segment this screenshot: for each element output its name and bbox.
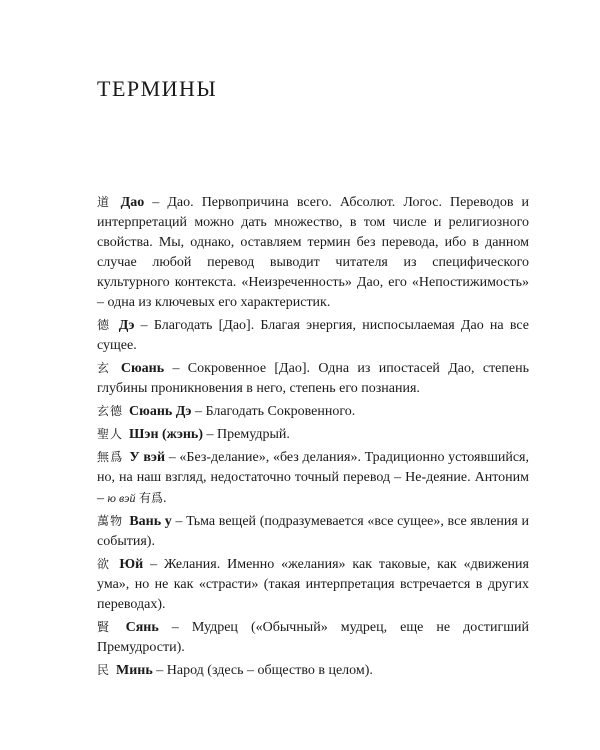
term: Вань у	[129, 514, 172, 529]
glossary-entry-xian	[97, 617, 529, 658]
term: Шэн (жэнь)	[129, 427, 204, 442]
glossary-entry-xuan-de	[97, 401, 529, 422]
hanzi: 欲	[97, 557, 114, 571]
glossary-entry-wan-wu	[97, 511, 529, 552]
term: Сюань Дэ	[129, 404, 192, 419]
term: Минь	[116, 663, 153, 678]
definition: – Благодать Сокровенного.	[191, 404, 356, 419]
hanzi: 道	[97, 195, 115, 209]
definition-end: .	[162, 491, 167, 506]
term: Юй	[119, 557, 144, 572]
definition: – «Без-делание», «без делания». Традиционно устоявшийся, но, на наш взгляд, недостаточно точный перевод – Не-деяние. Антоним –	[97, 450, 529, 506]
glossary-entry-de	[97, 315, 529, 356]
hanzi: 德	[97, 318, 113, 332]
definition: – Благодать [Дао]. Благая энергия, ниспосылаемая Дао на все сущее.	[97, 318, 529, 353]
glossary-entry-sheng-ren	[97, 424, 529, 445]
hanzi: 賢	[97, 620, 120, 634]
term: Дэ	[118, 318, 135, 333]
antonym-hanzi: 有爲	[138, 491, 163, 505]
glossary-entry-min	[97, 660, 529, 681]
definition: – Желания. Именно «желания» как таковые, как «движения ума», но не как «страсти» (такая интерпретация встречается в других переводах).	[97, 557, 529, 612]
glossary-entry-dao	[97, 192, 529, 313]
antonym-transliteration: ю вэй	[107, 491, 136, 505]
definition: – Тьма вещей (подразумевается «все сущее», все явления и события).	[97, 514, 529, 549]
term: У вэй	[129, 450, 166, 465]
glossary-list	[97, 192, 529, 683]
glossary-entry-xuan	[97, 358, 529, 399]
hanzi: 無爲	[97, 450, 124, 464]
hanzi: 民	[97, 663, 111, 677]
definition: – Сокровенное [Дао]. Одна из ипостасей Дао, степень глубины проникновения в него, степень его познания.	[97, 361, 529, 396]
hanzi: 玄德	[97, 404, 124, 418]
definition: – Дао. Первопричина всего. Абсолют. Логос. Переводов и интерпретаций можно дать множество, в том числе и религиозного свойства. Мы, однако, оставляем термин без перевода, ибо в данном случае любой перевод выводит читателя из специфического культурного контекста. «Неизреченность» Дао, его «Непостижимость» – одна из ключевых его характеристик.	[97, 195, 529, 310]
hanzi: 萬物	[97, 514, 124, 528]
term: Сянь	[125, 620, 159, 635]
page-title: ТЕРМИНЫ	[97, 76, 218, 101]
term: Дао	[120, 195, 145, 210]
definition: – Премудрый.	[203, 427, 290, 442]
hanzi: 玄	[97, 361, 115, 375]
hanzi: 聖人	[97, 427, 124, 441]
definition: – Мудрец («Обычный» мудрец, еще не достигший Премудрости).	[97, 620, 529, 655]
glossary-entry-wu-wei	[97, 447, 529, 509]
glossary-entry-yu	[97, 554, 529, 615]
term: Сюань	[120, 361, 165, 376]
definition: – Народ (здесь – общество в целом).	[152, 663, 373, 678]
